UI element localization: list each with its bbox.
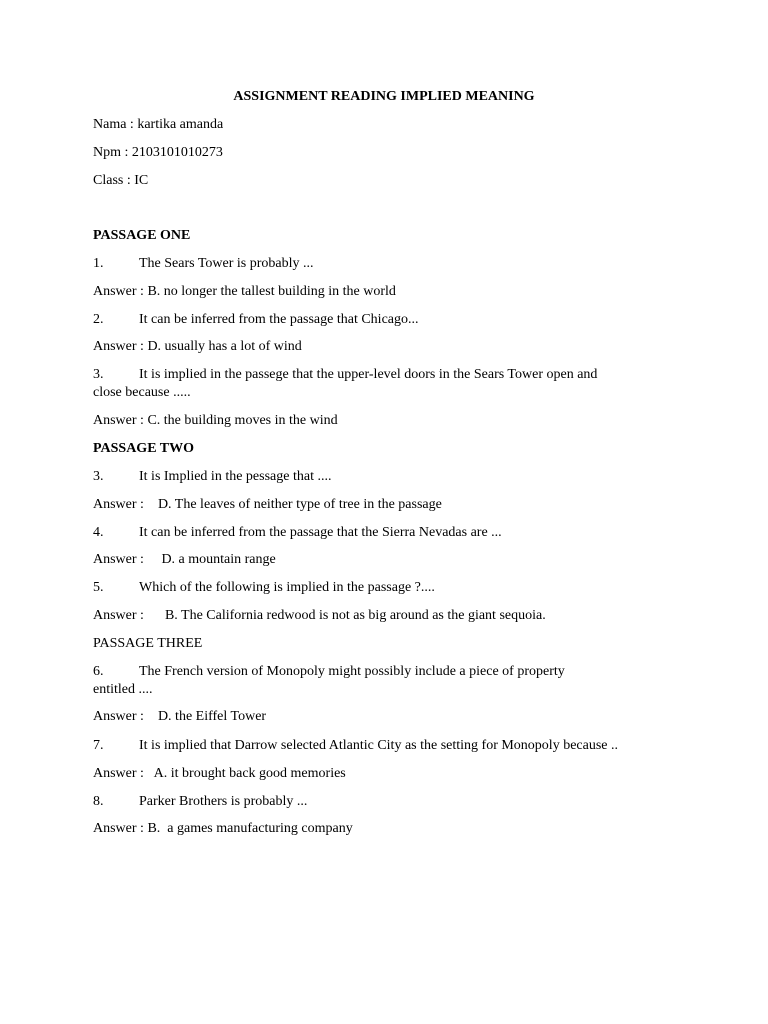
answer-label: Answer :	[93, 413, 144, 428]
answer-text: C. the building moves in the wind	[147, 413, 338, 428]
answer-label: Answer :	[93, 497, 144, 512]
answer-label: Answer :	[93, 608, 144, 623]
answer-item	[93, 338, 302, 356]
question-number: 3.	[93, 469, 104, 484]
question-text: It can be inferred from the passage that the Sierra Nevadas are ...	[139, 525, 502, 540]
answer-item	[93, 820, 353, 838]
passage-three-heading: PASSAGE THREE	[93, 636, 203, 651]
answer-text: D. a mountain range	[161, 552, 276, 567]
question-text: It is implied in the passege that the upper-level doors in the Sears Tower open and	[139, 367, 598, 382]
question-item	[93, 663, 565, 681]
answer-item	[93, 551, 276, 569]
question-text: The French version of Monopoly might possibly include a piece of property	[139, 664, 565, 679]
question-text: It is Implied in the pessage that ....	[139, 469, 332, 484]
answer-item	[93, 708, 266, 726]
question-item	[93, 366, 597, 384]
question-number: 4.	[93, 525, 104, 540]
class-line: Class : IC	[93, 173, 149, 188]
answer-label: Answer :	[93, 552, 144, 567]
npm-line: Npm : 2103101010273	[93, 145, 223, 160]
answer-text: D. usually has a lot of wind	[147, 339, 302, 354]
question-number: 2.	[93, 312, 104, 327]
name-line: Nama : kartika amanda	[93, 117, 224, 132]
question-item	[93, 468, 331, 486]
question-number: 1.	[93, 256, 104, 271]
question-item	[93, 793, 307, 811]
answer-text: D. The leaves of neither type of tree in the passage	[157, 497, 442, 512]
answer-text: A. it brought back good memories	[153, 766, 346, 781]
passage-two-heading: PASSAGE TWO	[93, 441, 195, 456]
question-item	[93, 255, 314, 273]
answer-item	[93, 412, 338, 430]
question-item	[93, 579, 435, 597]
question-number: 8.	[93, 794, 104, 809]
question-number: 5.	[93, 580, 104, 595]
question-item	[93, 524, 502, 542]
passage-one-heading: PASSAGE ONE	[93, 228, 191, 243]
answer-label: Answer :	[93, 709, 144, 724]
question-continuation: close because .....	[93, 385, 191, 400]
answer-item	[93, 283, 396, 301]
question-continuation: entitled ....	[93, 682, 153, 697]
question-text: Parker Brothers is probably ...	[139, 794, 308, 809]
answer-text: B. The California redwood is not as big around as the giant sequoia.	[164, 608, 546, 623]
answer-item	[93, 607, 546, 625]
question-text: It can be inferred from the passage that Chicago...	[139, 312, 419, 327]
answer-text: B. a games manufacturing company	[147, 821, 353, 836]
document-title: ASSIGNMENT READING IMPLIED MEANING	[233, 89, 535, 104]
answer-text: B. no longer the tallest building in the world	[147, 284, 396, 299]
answer-item	[93, 496, 442, 514]
answer-label: Answer :	[93, 339, 144, 354]
question-text: It is implied that Darrow selected Atlantic City as the setting for Monopoly because ..	[139, 738, 619, 753]
question-text: Which of the following is implied in the passage ?....	[139, 580, 435, 595]
answer-label: Answer :	[93, 766, 144, 781]
question-text: The Sears Tower is probably ...	[139, 256, 314, 271]
question-number: 3.	[93, 367, 104, 382]
question-item	[93, 737, 618, 755]
answer-label: Answer :	[93, 284, 144, 299]
answer-text: D. the Eiffel Tower	[157, 709, 267, 724]
question-number: 6.	[93, 664, 104, 679]
question-number: 7.	[93, 738, 104, 753]
answer-label: Answer :	[93, 821, 144, 836]
answer-item	[93, 765, 346, 783]
question-item	[93, 311, 419, 329]
